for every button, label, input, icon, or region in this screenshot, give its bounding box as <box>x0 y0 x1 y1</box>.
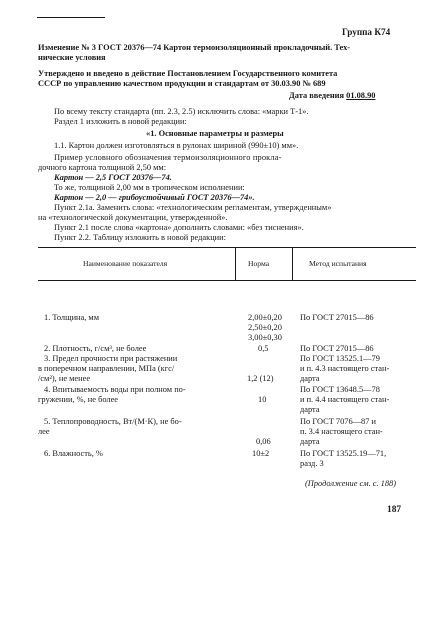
table-row-4-method-1: По ГОСТ 13648.5—78 <box>300 385 380 394</box>
table-row-4-method-2: и п. 4.4 настоящего стан- <box>300 395 390 404</box>
table-row-1-method: По ГОСТ 27015—86 <box>300 313 374 322</box>
table-top-rule <box>38 247 416 248</box>
table-row-1-norm-1: 2,00±0,20 <box>248 313 282 322</box>
effective-date-value: 01.08.90 <box>346 91 376 100</box>
paragraph-5-line1: Пункт 2.1а. Заменить слова: «технологическим регламентам, утвержденным» <box>54 203 332 212</box>
table-row-1-name: 1. Толщина, мм <box>44 313 100 322</box>
table-header-norm: Норма <box>248 259 270 268</box>
table-row-3-name-1: 3. Предел прочности при растяжении <box>44 354 178 363</box>
table-header-method: Метод испытания <box>309 259 367 268</box>
table-row-3-method-3: дарта <box>300 374 320 383</box>
paragraph-6-line1: Пункт 2.1 после слова «картона» дополнить словами: «без тиснения». <box>54 223 304 232</box>
table-row-6-name: 6. Влажность, % <box>44 449 103 458</box>
approved-line1: Утверждено и введено в действие Постановлением Государственного комитета <box>38 69 338 78</box>
table-header-rule <box>38 280 416 281</box>
effective-date-label: Дата введения <box>289 91 345 100</box>
table-row-5-method-1: По ГОСТ 7076—87 и <box>300 417 376 426</box>
table-row-5-method-2: п. 3.4 настоящего стан- <box>300 427 383 436</box>
table-row-5-norm: 0,06 <box>256 437 271 446</box>
example-line1: Пример условного обозначения термоизоляционного прокла- <box>54 153 282 162</box>
example-line2: дочного картона толщиной 2,50 мм: <box>38 163 167 172</box>
paragraph-5-line2: на «технологической документации, утвержденной». <box>38 213 228 222</box>
top-rule <box>37 17 105 18</box>
table-header-name: Наименование показателя <box>83 259 168 268</box>
table-row-3-method-2: и п. 4.3 настоящего стан- <box>300 364 390 373</box>
table-row-6-norm: 10±2 <box>252 449 270 458</box>
table-row-1-norm-2: 2,50±0,20 <box>248 323 282 332</box>
table-row-2-name: 2. Плотность, г/см³, не более <box>44 344 147 353</box>
table-row-2-norm: 0,5 <box>258 344 269 353</box>
paragraph-6-line2: Пункт 2.2. Таблицу изложить в новой редакции: <box>54 233 226 242</box>
table-row-3-norm: 1,2 (12) <box>247 374 274 383</box>
group-code: Группа К74 <box>342 27 391 37</box>
amendment-title-line2: нические условия <box>38 53 106 62</box>
table-col-divider-2 <box>292 247 293 280</box>
paragraph-1-line1: По всему тексту стандарта (пп. 2.3, 2.5) исключить слова: «марки Т-1». <box>54 107 309 116</box>
table-row-2-method: По ГОСТ 27015—86 <box>300 344 374 353</box>
table-row-5-name-2: лее <box>38 427 50 436</box>
table-row-4-norm: 10 <box>258 395 267 404</box>
table-row-1-norm-3: 3,00±0,30 <box>248 333 282 342</box>
approved-line2: СССР по управлению качеством продукции и стандартам от 30.03.90 № 689 <box>38 79 326 88</box>
table-row-5-method-3: дарта <box>300 437 320 446</box>
page-number: 187 <box>387 505 402 515</box>
table-row-4-name-2: гружении, %, не более <box>38 395 119 404</box>
paragraph-1-line2: Раздел 1 изложить в новой редакции: <box>54 117 187 126</box>
table-row-3-name-3: /см²), не менее <box>38 374 91 383</box>
table-row-4-name-1: 4. Впитываемость воды при полном по- <box>44 385 186 394</box>
designation-2: Картон — 2,0 — грибоустойчивый ГОСТ 20376—74». <box>54 193 255 202</box>
table-row-4-method-3: дарта <box>300 405 320 414</box>
paragraph-2-line1: 1.1. Картон должен изготовляться в рулонах шириной (990±10) мм». <box>54 141 299 150</box>
table-row-6-method-2: разд. 3 <box>300 459 324 468</box>
section-heading: «1. Основные параметры и размеры <box>146 129 284 138</box>
table-row-6-method-1: По ГОСТ 13525.19—71, <box>300 449 387 458</box>
table-row-3-name-2: в поперечном направлении, МПа (кгс/ <box>38 364 175 373</box>
amendment-title-line1: Изменение № 3 ГОСТ 20376—74 Картон термоизоляционный прокладочный. Тех- <box>38 43 351 52</box>
table-row-3-method-1: По ГОСТ 13525.1—79 <box>300 354 380 363</box>
table-row-5-name-1: 5. Теплопроводность, Вт/(М·К), не бо- <box>44 417 182 426</box>
effective-date-row <box>289 91 375 101</box>
continued-note: (Продолжение см. с. 188) <box>305 479 397 488</box>
designation-1: Картон — 2,5 ГОСТ 20376—74. <box>54 173 172 182</box>
paragraph-4-line1: То же, толщиной 2,00 мм в тропическом исполнении: <box>54 183 245 192</box>
table-col-divider-1 <box>235 247 236 280</box>
